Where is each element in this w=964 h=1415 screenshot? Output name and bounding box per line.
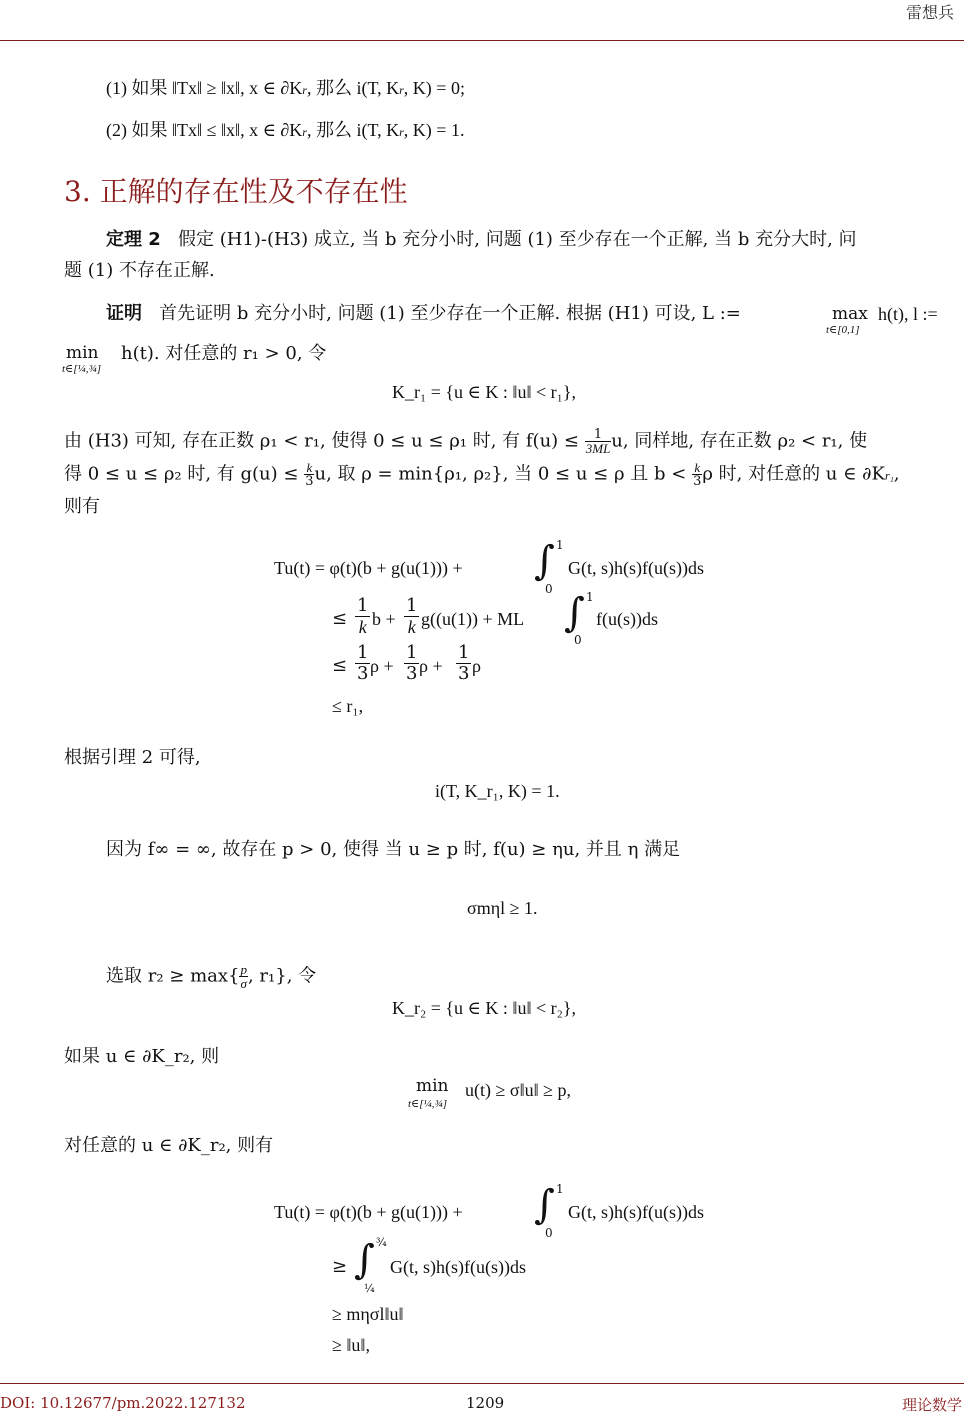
theorem-line-2: 题 (1) 不存在正解. bbox=[64, 260, 215, 281]
eq-min-operator: min bbox=[416, 1076, 449, 1096]
proof-label: 证明 bbox=[106, 303, 142, 324]
integral-sign-2: ∫ bbox=[564, 590, 585, 636]
theorem-label: 定理 2 bbox=[106, 229, 161, 250]
paragraph-rho-line-2 bbox=[64, 461, 900, 488]
eq1-line-3-frac-a bbox=[355, 643, 370, 684]
header-rule bbox=[0, 40, 964, 41]
frac-num: 1 bbox=[585, 428, 612, 442]
frac-den: k bbox=[358, 617, 367, 637]
rho-line-2-text: 得 0 ≤ u ≤ ρ₂ 时, 有 g(u) ≤ bbox=[64, 463, 299, 485]
rho-line-2-mid: u, 取 ρ = min{ρ₁, ρ₂}, 当 0 ≤ u ≤ ρ 且 b < bbox=[314, 463, 687, 485]
eq1-line-1-right: G(t, s)h(s)f(u(s))ds bbox=[568, 558, 704, 578]
item1-sub-r: r bbox=[302, 83, 307, 97]
eq1-line-3-frac-c bbox=[456, 643, 471, 684]
fraction-p-over-sigma bbox=[239, 963, 248, 990]
proof-line-2-tail: h(t). 对任意的 r₁ > 0, 令 bbox=[121, 343, 327, 364]
eq-min-subscript: t∈[¼,¾] bbox=[408, 1098, 448, 1110]
item1-end: , K) = 0; bbox=[403, 78, 465, 98]
frac-num: 1 bbox=[458, 642, 470, 663]
eq1-line-2-b: b + bbox=[372, 609, 396, 629]
item1-sub-r2: r bbox=[399, 83, 404, 97]
proof-text-1: 首先证明 b 充分小时, 问题 (1) 至少存在一个正解. 根据 (H1) 可设, L := bbox=[159, 303, 741, 324]
integral-sign-3: ∫ bbox=[534, 1182, 555, 1228]
eq2-line-4: ≥ ‖u‖, bbox=[332, 1335, 370, 1355]
footer-page-number: 1209 bbox=[466, 1394, 505, 1412]
frac-den: σ bbox=[240, 976, 247, 991]
eq2-line-3: ≥ mησl‖u‖ bbox=[332, 1304, 404, 1324]
footer-journal-name: 理论数学 bbox=[901, 1396, 962, 1414]
integral-lower-3: 0 bbox=[545, 1226, 553, 1240]
frac-den: 3 bbox=[458, 663, 470, 684]
integral-lower-4: ¼ bbox=[364, 1282, 375, 1295]
frac-den: 3 bbox=[305, 474, 314, 489]
eq1-line-3-frac-b bbox=[404, 643, 419, 684]
eq1-line-2-rel: ≤ bbox=[332, 608, 348, 629]
eq2-line-2-rel: ≥ bbox=[332, 1256, 348, 1277]
fraction-k-over-3-b bbox=[692, 461, 702, 488]
frac-num: 1 bbox=[357, 595, 369, 616]
max-subscript: t∈[0,1] bbox=[826, 324, 860, 336]
frac-num: 1 bbox=[406, 642, 418, 663]
integral-lower-1: 0 bbox=[545, 582, 553, 596]
eq1-line-3-rho-a: ρ + bbox=[370, 656, 394, 676]
eq1-line-2-frac-1k-b bbox=[404, 596, 419, 637]
frac-den: 3 bbox=[693, 474, 702, 489]
integral-upper-4: ¾ bbox=[376, 1236, 387, 1249]
integral-upper-3: 1 bbox=[556, 1182, 564, 1196]
fraction-1-over-3ML bbox=[585, 428, 612, 455]
section-heading: 3. 正解的存在性及不存在性 bbox=[64, 175, 408, 208]
lemma-reference-line: 根据引理 2 可得, bbox=[64, 747, 201, 768]
proof-line-1 bbox=[106, 302, 741, 326]
rho-line-2-tail: ρ 时, 对任意的 u ∈ ∂K bbox=[702, 463, 885, 485]
frac-num: k bbox=[304, 461, 314, 475]
item1-text: (1) 如果 ‖Tx‖ ≥ ‖x‖, x ∈ ∂K bbox=[106, 78, 303, 98]
choose-r2-line bbox=[106, 963, 316, 990]
rho-line-1-text: 由 (H3) 可知, 存在正数 ρ₁ < r₁, 使得 0 ≤ u ≤ ρ₁ 时, 有 f(u) ≤ bbox=[64, 430, 579, 452]
condition-item-1 bbox=[106, 76, 465, 102]
proof-line-1-tail: h(t), l := bbox=[878, 304, 938, 324]
eq1-line-4: ≤ r₁, bbox=[332, 696, 364, 716]
eq2-line-2-body: G(t, s)h(s)f(u(s))ds bbox=[390, 1257, 526, 1277]
equation-min-u: u(t) ≥ σ‖u‖ ≥ p, bbox=[465, 1080, 572, 1100]
choose-r2-tail: , r₁}, 令 bbox=[247, 965, 317, 987]
eq1-line-3-rho-b: ρ + bbox=[419, 656, 443, 676]
eq1-line-2-d: f(u(s))ds bbox=[596, 609, 658, 629]
max-operator: max bbox=[832, 304, 868, 324]
paragraph-rho-line-3: 则有 bbox=[64, 496, 100, 517]
item2-sub-r: r bbox=[302, 125, 307, 139]
eq1-line-2-frac-1k bbox=[355, 596, 370, 637]
theorem-text-1: 假定 (H1)-(H3) 成立, 当 b 充分小时, 问题 (1) 至少存在一个正解, 当 b 充分大时, 问 bbox=[177, 229, 857, 250]
frac-num: p bbox=[240, 962, 247, 977]
paragraph-rho-line-1 bbox=[64, 428, 867, 455]
min-subscript: t∈[¼,¾] bbox=[62, 363, 102, 375]
equation-K-r1: K_r₁ = {u ∈ K : ‖u‖ < r₁}, bbox=[392, 382, 577, 402]
equation-index-1: i(T, K_r₁, K) = 1. bbox=[435, 781, 560, 801]
frac-num: 1 bbox=[406, 595, 418, 616]
frac-den: k bbox=[407, 617, 416, 637]
item2-end: , K) = 1. bbox=[403, 120, 465, 140]
min-operator: min bbox=[66, 343, 99, 363]
integral-upper-1: 1 bbox=[556, 538, 564, 552]
item1-tail: , 那么 i(T, K bbox=[306, 78, 400, 98]
frac-num: 1 bbox=[357, 642, 369, 663]
rho-line-1-tail: u, 同样地, 存在正数 ρ₂ < r₁, 使 bbox=[611, 430, 868, 452]
choose-r2-text: 选取 r₂ ≥ max{ bbox=[106, 965, 240, 987]
item2-tail: , 那么 i(T, K bbox=[306, 120, 400, 140]
condition-item-2 bbox=[106, 118, 464, 144]
fraction-k-over-3 bbox=[304, 461, 314, 488]
rho-line-2-sub: r₁ bbox=[884, 468, 894, 483]
item2-text: (2) 如果 ‖Tx‖ ≤ ‖x‖, x ∈ ∂K bbox=[106, 120, 303, 140]
eq1-line-1-left: Tu(t) = φ(t)(b + g(u(1))) + bbox=[274, 558, 463, 578]
footer-rule bbox=[0, 1383, 964, 1384]
frac-den: 3 bbox=[406, 663, 418, 684]
eq1-line-3-rho-c: ρ bbox=[472, 656, 481, 676]
eq1-line-3-rel: ≤ bbox=[332, 655, 348, 676]
integral-sign-4: ∫ bbox=[354, 1237, 375, 1283]
if-boundary-line: 如果 u ∈ ∂K_r₂, 则 bbox=[64, 1046, 220, 1067]
eq2-line-1-left: Tu(t) = φ(t)(b + g(u(1))) + bbox=[274, 1202, 463, 1222]
any-u-line: 对任意的 u ∈ ∂K_r₂, 则有 bbox=[64, 1135, 274, 1156]
frac-den: 3 bbox=[357, 663, 369, 684]
frac-num: k bbox=[692, 461, 702, 475]
integral-upper-2: 1 bbox=[586, 590, 594, 604]
running-header-author: 雷想兵 bbox=[905, 3, 954, 22]
footer-doi-link[interactable]: DOI: 10.12677/pm.2022.127132 bbox=[0, 1394, 246, 1412]
eq1-line-2-c: g((u(1)) + ML bbox=[421, 609, 525, 629]
rho-line-2-end: , bbox=[893, 463, 900, 485]
integral-sign-1: ∫ bbox=[534, 538, 555, 584]
frac-den: 3ML bbox=[585, 441, 611, 456]
integral-lower-2: 0 bbox=[574, 633, 582, 647]
item2-sub-r2: r bbox=[399, 125, 404, 139]
eq2-line-1-right: G(t, s)h(s)f(u(s))ds bbox=[568, 1202, 704, 1222]
equation-K-r2: K_r₂ = {u ∈ K : ‖u‖ < r₂}, bbox=[392, 998, 577, 1018]
equation-sigma-m-eta-l: σmηl ≥ 1. bbox=[467, 898, 538, 918]
theorem-line-1 bbox=[106, 228, 857, 252]
f-infinity-line: 因为 f∞ = ∞, 故存在 p > 0, 使得 当 u ≥ p 时, f(u) ≥ ηu, 并且 η 满足 bbox=[106, 839, 681, 860]
